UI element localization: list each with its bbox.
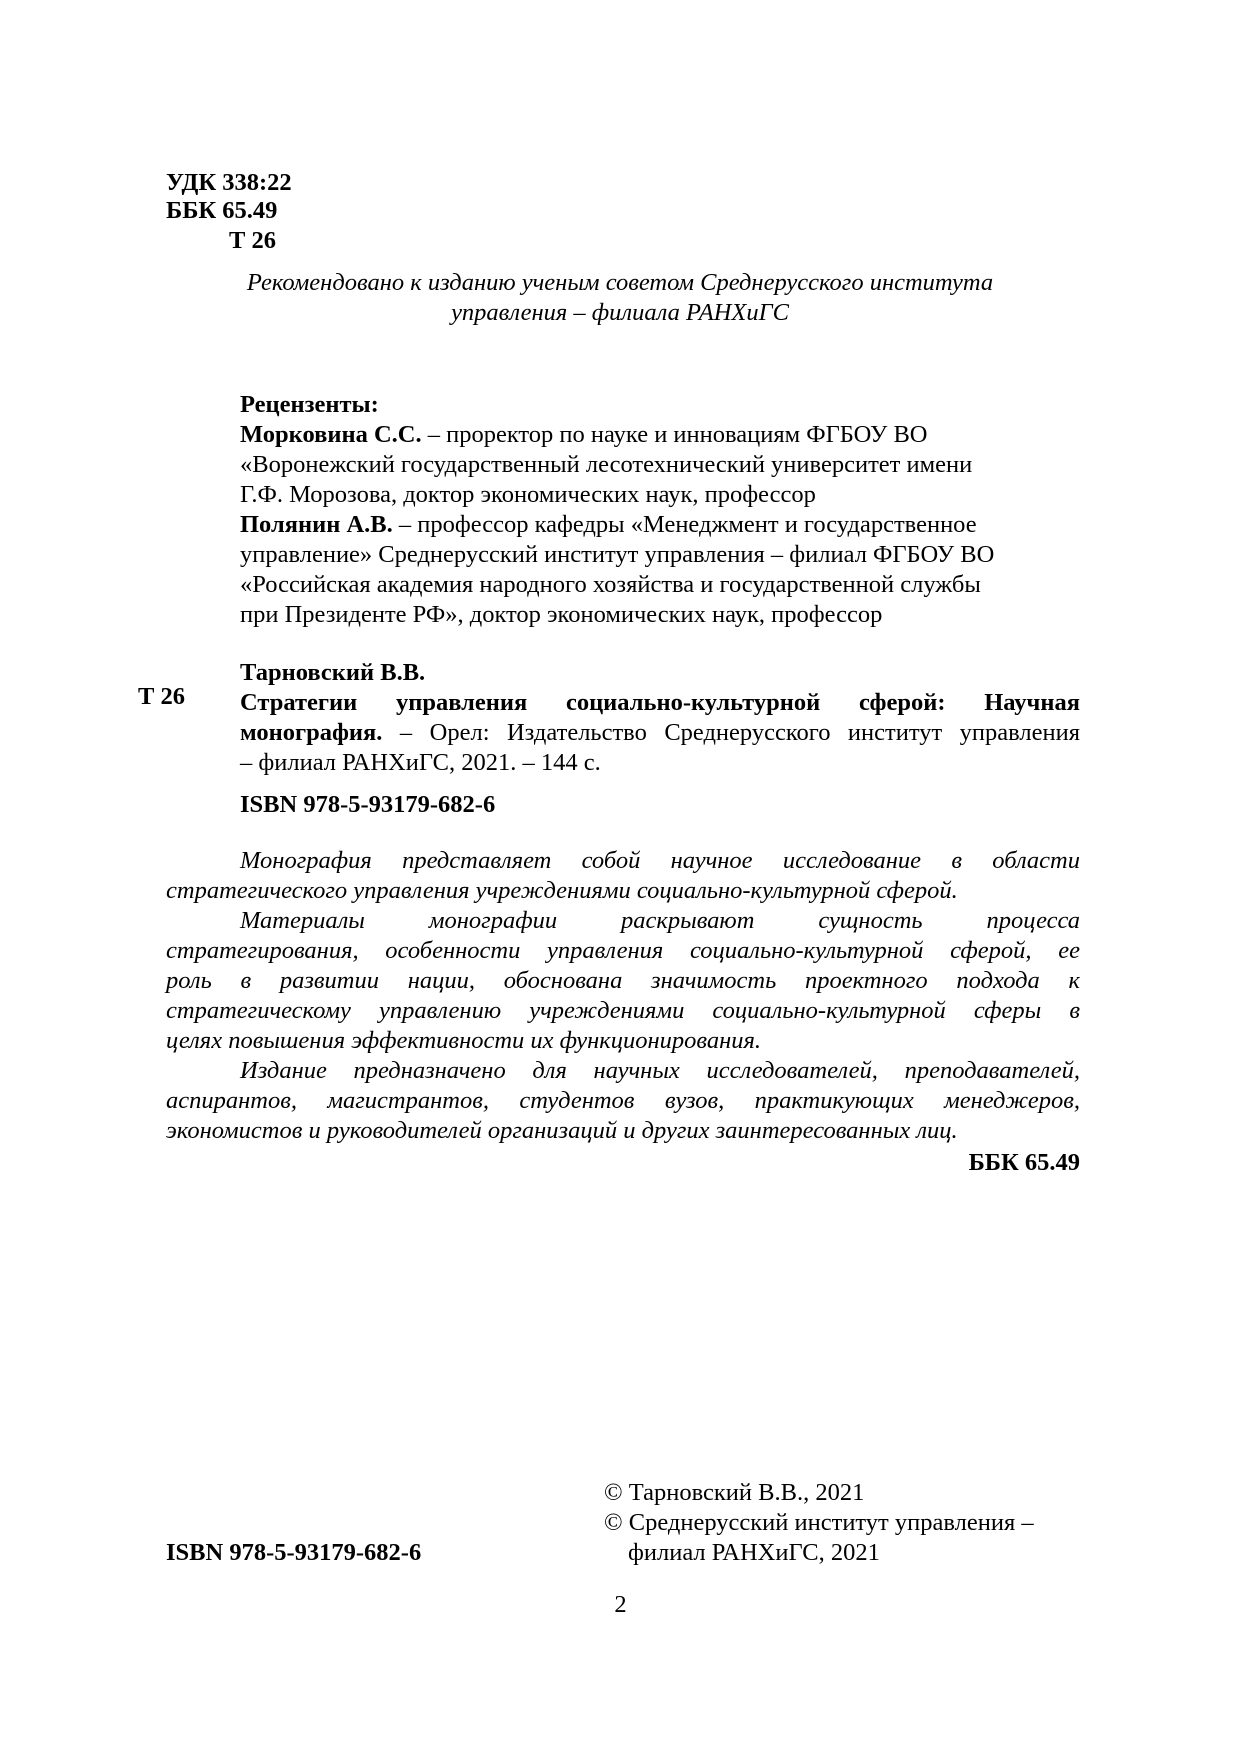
annotation-bbk: ББК 65.49	[968, 1149, 1080, 1176]
footer-isbn: ISBN 978-5-93179-682-6	[166, 1539, 422, 1566]
biblio-title: Стратегии управления социально-культурной сферой: Научная	[240, 689, 1080, 716]
biblio-isbn: ISBN 978-5-93179-682-6	[240, 791, 496, 818]
udk-code: УДК 338:22	[166, 169, 292, 196]
biblio-author-mark: Т 26	[138, 683, 185, 710]
copyright-author: © Тарновский В.В., 2021	[604, 1479, 865, 1506]
copyright-institute: © Среднерусский институт управления –	[604, 1509, 1034, 1536]
annotation: Монография представляет собой научное исследование в области стратегического управления учреждениями социально-культурной сферой. Материалы монографии раскрывают сущность процесса стратегирования, особенности управления социально-культурной сферой, ее роль в развитии нации, обоснована значимость проектного подхода к стратегическому управлению учреждениями социально-культурной сферы в целях повышения эффективности их функционирования. Издание предназначено для научных исследователей, преподавателей, аспирантов, магистрантов, студентов вузов, практикующих менеджеров, экономистов и руководителей организаций и других заинтересованных лиц.	[166, 847, 1080, 1144]
reviewer-2: Полянин А.В. – профессор кафедры «Менеджмент и государственное	[240, 511, 977, 538]
copyright-block: © Тарновский В.В., 2021 © Среднерусский институт управления – филиал РАНХиГС, 2021	[604, 1479, 1034, 1566]
reviewers-heading: Рецензенты:	[240, 391, 379, 418]
bbk-code: ББК 65.49	[166, 197, 278, 224]
author-mark: Т 26	[229, 227, 276, 254]
reviewer-1: Морковина С.С. – проректор по науке и инновациям ФГБОУ ВО	[240, 421, 928, 448]
bibliographic-record: Тарновский В.В. Стратегии управления социально-культурной сферой: Научная монография. – Орел: Издательство Среднерусского институт управления – филиал РАНХиГС, 2021. – 144 с.	[240, 659, 1080, 776]
page-number: 2	[614, 1591, 627, 1618]
biblio-author: Тарновский В.В.	[240, 659, 426, 686]
reviewers-block: Рецензенты: Морковина С.С. – проректор по науке и инновациям ФГБОУ ВО «Воронежский государственный лесотехнический университет имени Г.Ф. Морозова, доктор экономических наук, профессор Полянин А.В. – профессор кафедры «Менеджмент и государственное управление» Среднерусский институт управления – филиал ФГБОУ ВО «Российская академия народного хозяйства и государственной службы при Президенте РФ», доктор экономических наук, профессор	[240, 390, 1080, 630]
recommendation: Рекомендовано к изданию ученым советом Среднерусского института управления – филиала РАНХиГС	[246, 269, 994, 326]
